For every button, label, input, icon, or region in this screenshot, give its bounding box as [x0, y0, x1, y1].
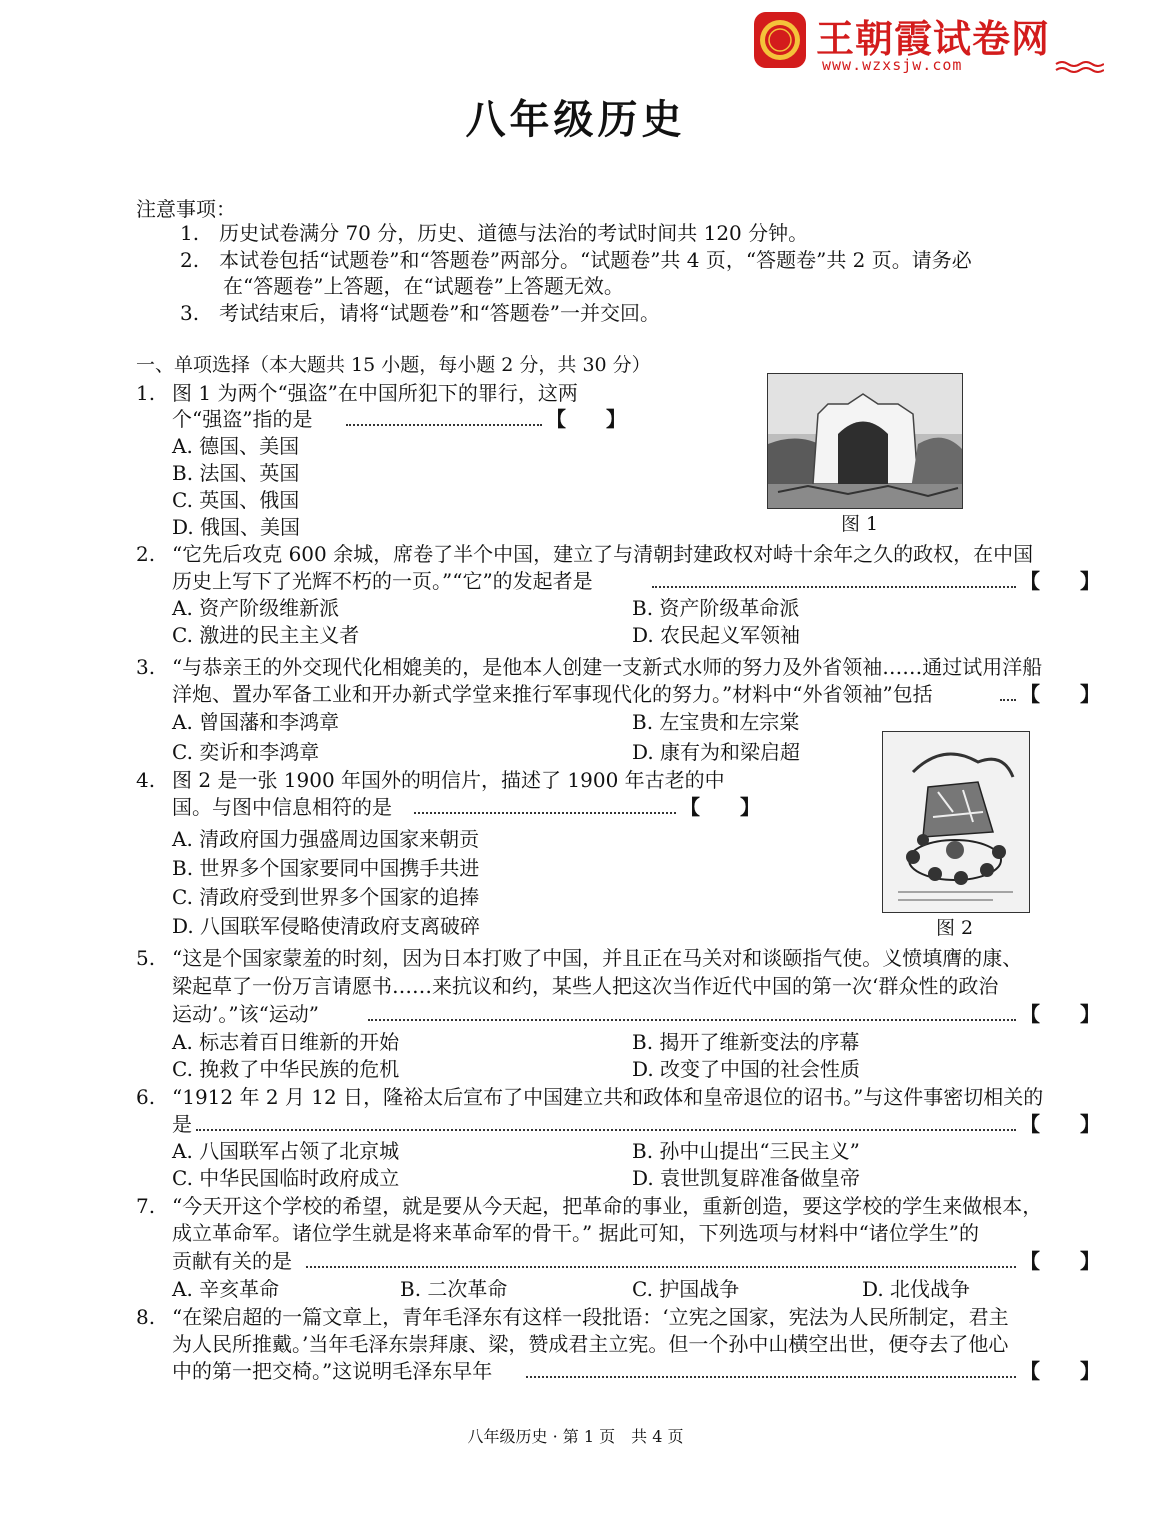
q4-option-a[interactable]: A. 清政府国力强盛周边国家来朝贡 — [172, 827, 480, 851]
q6-option-a[interactable]: A. 八国联军占领了北京城 — [172, 1139, 400, 1163]
notice-item-3: 3. 考试结束后，请将“试题卷”和“答题卷”一并交回。 — [180, 301, 660, 325]
q3-dot-leader — [1000, 699, 1016, 701]
notice-item-2-cont: 在“答题卷”上答题，在“试题卷”上答题无效。 — [223, 274, 624, 298]
q5-number: 5. — [136, 946, 156, 970]
q7-stem-line3: 贡献有关的是 — [172, 1249, 292, 1273]
postcard-figure-2 — [882, 731, 1030, 913]
q7-option-d[interactable]: D. 北伐战争 — [862, 1277, 971, 1301]
q5-option-c[interactable]: C. 挽救了中华民族的危机 — [172, 1057, 400, 1081]
logo-url[interactable]: www.wzxsjw.com — [822, 56, 963, 74]
q1-number: 1. — [136, 381, 156, 405]
q4-stem-line2: 国。与图中信息相符的是 — [172, 795, 392, 819]
q8-answer-bracket[interactable]: 【 】 — [1020, 1359, 1100, 1383]
q5-option-b[interactable]: B. 揭开了维新变法的序幕 — [632, 1030, 860, 1054]
q2-stem-line2: 历史上写下了光辉不朽的一页。”“它”的发起者是 — [172, 569, 593, 593]
q1-stem-line2: 个“强盗”指的是 — [172, 407, 313, 431]
q3-option-d[interactable]: D. 康有为和梁启超 — [632, 740, 801, 764]
q6-option-d[interactable]: D. 袁世凯复辟准备做皇帝 — [632, 1166, 861, 1190]
page-footer: 八年级历史 · 第 1 页 共 4 页 — [467, 1427, 684, 1446]
q6-stem-line2: 是 — [172, 1112, 192, 1136]
q7-stem-line1: “今天开这个学校的希望，就是要从今天起，把革命的事业，重新创造，要这学校的学生来做根本， — [172, 1194, 1043, 1218]
q5-answer-bracket[interactable]: 【 】 — [1020, 1002, 1100, 1026]
q6-option-c[interactable]: C. 中华民国临时政府成立 — [172, 1166, 400, 1190]
logo-title: 王朝霞试卷网 — [816, 17, 1051, 61]
q7-option-c[interactable]: C. 护国战争 — [632, 1277, 740, 1301]
q2-dot-leader — [652, 586, 1016, 588]
q5-stem-line1: “这是个国家蒙羞的时刻，因为日本打败了中国，并且正在马关对和谈颐指气使。义愤填膺的康、 — [172, 946, 1023, 970]
q3-option-a[interactable]: A. 曾国藩和李鸿章 — [172, 710, 340, 734]
q2-stem-line1: “它先后攻克 600 余城，席卷了半个中国，建立了与清朝封建政权对峙十余年之久的政权，在中国 — [172, 542, 1034, 566]
q5-stem-line3: 运动’。”该“运动” — [172, 1002, 320, 1026]
q3-number: 3. — [136, 655, 156, 679]
q8-stem-line2: 为人民所推戴。’当年毛泽东崇拜康、梁，赞成君主立宪。但一个孙中山横空出世，便夺去了他心 — [172, 1332, 1009, 1356]
q8-number: 8. — [136, 1305, 156, 1329]
figure-2-caption: 图 2 — [936, 917, 974, 939]
q1-dot-leader — [346, 424, 542, 426]
q3-stem-line1: “与恭亲王的外交现代化相媲美的，是他本人创建一支新式水师的努力及外省领袖……通过试用洋船 — [172, 655, 1043, 679]
q6-number: 6. — [136, 1085, 156, 1109]
ruins-photo-figure-1 — [767, 373, 963, 509]
q3-option-c[interactable]: C. 奕䜣和李鸿章 — [172, 740, 320, 764]
wave-icon — [1054, 60, 1104, 74]
q7-option-a[interactable]: A. 辛亥革命 — [172, 1277, 280, 1301]
q5-option-d[interactable]: D. 改变了中国的社会性质 — [632, 1057, 861, 1081]
figure-1-caption: 图 1 — [841, 513, 879, 535]
q2-option-c[interactable]: C. 激进的民主主义者 — [172, 623, 360, 647]
q2-number: 2. — [136, 542, 156, 566]
q3-answer-bracket[interactable]: 【 】 — [1020, 682, 1100, 706]
q4-stem-line1: 图 2 是一张 1900 年国外的明信片，描述了 1900 年古老的中 — [172, 768, 725, 792]
q6-stem-line1: “1912 年 2 月 12 日，隆裕太后宣布了中国建立共和政体和皇帝退位的诏书。”与这件事密切相关的 — [172, 1085, 1044, 1109]
q6-dot-leader — [196, 1129, 1016, 1131]
q2-option-a[interactable]: A. 资产阶级维新派 — [172, 596, 340, 620]
q4-dot-leader — [414, 812, 676, 814]
q4-number: 4. — [136, 768, 156, 792]
q1-answer-bracket[interactable]: 【 】 — [546, 407, 626, 431]
q8-dot-leader — [526, 1376, 1016, 1378]
q1-option-c[interactable]: C. 英国、俄国 — [172, 488, 300, 512]
q5-option-a[interactable]: A. 标志着百日维新的开始 — [172, 1030, 400, 1054]
notice-heading: 注意事项： — [136, 197, 236, 221]
section-heading: 一、单项选择（本大题共 15 小题，每小题 2 分，共 30 分） — [136, 354, 651, 376]
q1-stem-line1: 图 1 为两个“强盗”在中国所犯下的罪行，这两 — [172, 381, 578, 405]
q7-stem-line2: 成立革命军。诸位学生就是将来革命军的骨干。” 据此可知，下列选项与材料中“诸位学生”的 — [172, 1221, 980, 1245]
notice-item-1: 1. 历史试卷满分 70 分，历史、道德与法治的考试时间共 120 分钟。 — [180, 221, 809, 245]
q7-option-b[interactable]: B. 二次革命 — [400, 1277, 508, 1301]
q2-answer-bracket[interactable]: 【 】 — [1020, 569, 1100, 593]
q7-number: 7. — [136, 1194, 156, 1218]
q1-option-a[interactable]: A. 德国、美国 — [172, 434, 300, 458]
q8-stem-line3: 中的第一把交椅。”这说明毛泽东早年 — [172, 1359, 493, 1383]
q4-option-c[interactable]: C. 清政府受到世界多个国家的追捧 — [172, 885, 480, 909]
q1-option-d[interactable]: D. 俄国、美国 — [172, 515, 301, 539]
q6-option-b[interactable]: B. 孙中山提出“三民主义” — [632, 1139, 860, 1163]
q1-option-b[interactable]: B. 法国、英国 — [172, 461, 300, 485]
q7-answer-bracket[interactable]: 【 】 — [1020, 1249, 1100, 1273]
q3-option-b[interactable]: B. 左宝贵和左宗棠 — [632, 710, 800, 734]
q4-option-d[interactable]: D. 八国联军侵略使清政府支离破碎 — [172, 914, 481, 938]
notice-item-2: 2. 本试卷包括“试题卷”和“答题卷”两部分。“试题卷”共 4 页，“答题卷”共 2 页。请务必 — [180, 248, 972, 272]
q3-stem-line2: 洋炮、置办军备工业和开办新式学堂来推行军事现代化的努力。”材料中“外省领袖”包括 — [172, 682, 933, 706]
q5-stem-line2: 梁起草了一份万言请愿书……来抗议和约，某些人把这次当作近代中国的第一次‘群众性的政治 — [172, 974, 999, 998]
page-title: 八年级历史 — [465, 96, 686, 143]
q4-answer-bracket[interactable]: 【 】 — [680, 795, 760, 819]
q2-option-b[interactable]: B. 资产阶级革命派 — [632, 596, 800, 620]
q8-stem-line1: “在梁启超的一篇文章上，青年毛泽东有这样一段批语：‘立宪之国家，宪法为人民所制定，君主 — [172, 1305, 1009, 1329]
q6-answer-bracket[interactable]: 【 】 — [1020, 1112, 1100, 1136]
q7-dot-leader — [306, 1266, 1016, 1268]
q2-option-d[interactable]: D. 农民起义军领袖 — [632, 623, 801, 647]
q4-option-b[interactable]: B. 世界多个国家要同中国携手共进 — [172, 856, 480, 880]
q5-dot-leader — [368, 1019, 1016, 1021]
site-logo[interactable] — [752, 10, 1112, 74]
seal-icon — [752, 10, 808, 70]
